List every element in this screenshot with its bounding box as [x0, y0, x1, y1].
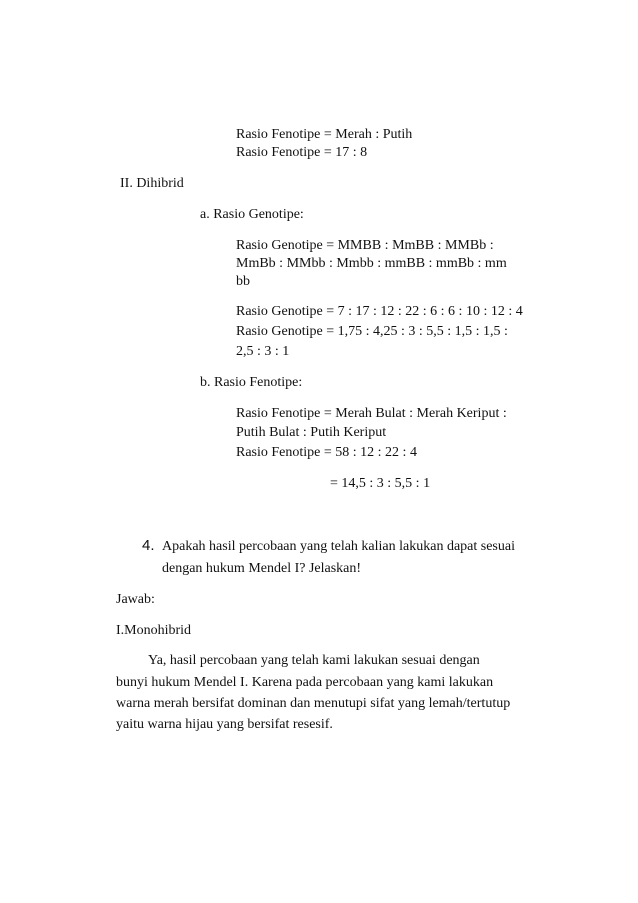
fenotipe-ratio-line: = 14,5 : 3 : 5,5 : 1: [330, 476, 431, 491]
genotipe-count-line: Rasio Genotipe = 7 : 17 : 12 : 22 : 6 : 6 : 10 : 12 : 4: [236, 304, 523, 319]
fenotipe-label: b. Rasio Fenotipe:: [200, 375, 303, 390]
answer-paragraph-line: yaitu warna hijau yang bersifat resesif.: [116, 717, 333, 732]
genotipe-name-line: bb: [236, 274, 250, 289]
question-text: Apakah hasil percobaan yang telah kalian lakukan dapat sesuai: [162, 539, 515, 554]
answer-label: Jawab:: [116, 592, 155, 607]
answer-subheading: I.Monohibrid: [116, 623, 192, 638]
fenotipe-name-line: Putih Bulat : Putih Keriput: [236, 425, 387, 440]
genotipe-name-line: MmBb : MMbb : Mmbb : mmBB : mmBb : mm: [236, 256, 507, 271]
fenotipe-count-line: Rasio Fenotipe = 17 : 8: [236, 145, 368, 160]
dihibrid-heading: II. Dihibrid: [120, 176, 184, 191]
genotipe-label: a. Rasio Genotipe:: [200, 207, 304, 222]
answer-paragraph-line: bunyi hukum Mendel I. Karena pada percobaan yang kami lakukan: [116, 675, 494, 690]
fenotipe-name-line: Rasio Fenotipe = Merah : Putih: [236, 127, 413, 142]
fenotipe-count-line: Rasio Fenotipe = 58 : 12 : 22 : 4: [236, 445, 417, 460]
genotipe-ratio-line: Rasio Genotipe = 1,75 : 4,25 : 3 : 5,5 : 1,5 : 1,5 :: [236, 324, 508, 339]
answer-paragraph-line: warna merah bersifat dominan dan menutupi sifat yang lemah/tertutup: [116, 696, 511, 711]
fenotipe-name-line: Rasio Fenotipe = Merah Bulat : Merah Keriput :: [236, 406, 507, 421]
answer-paragraph-line: Ya, hasil percobaan yang telah kami lakukan sesuai dengan: [148, 653, 480, 668]
question-text: dengan hukum Mendel I? Jelaskan!: [162, 561, 362, 576]
genotipe-ratio-line: 2,5 : 3 : 1: [236, 344, 290, 359]
question-number: 4.: [142, 537, 155, 554]
genotipe-name-line: Rasio Genotipe = MMBB : MmBB : MMBb :: [236, 238, 494, 253]
